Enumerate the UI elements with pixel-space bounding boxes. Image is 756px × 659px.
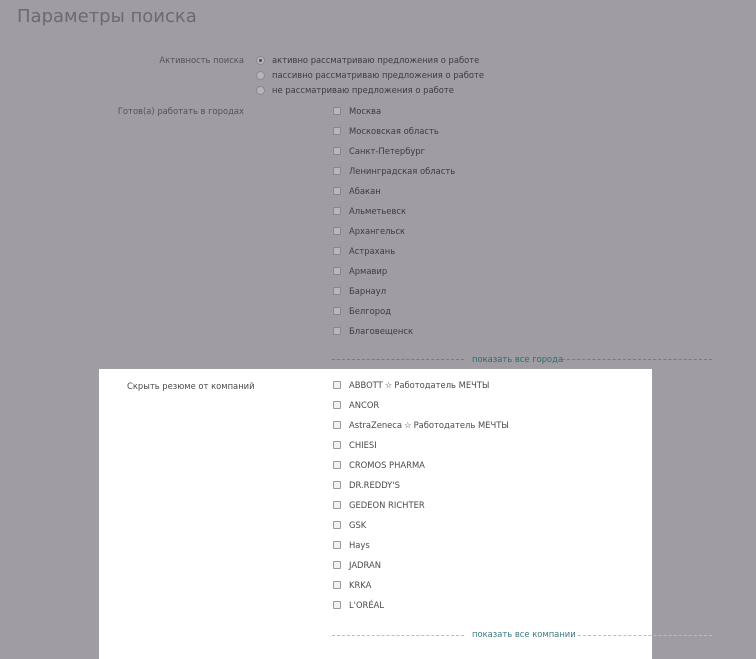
activity-radio-none[interactable] xyxy=(256,86,265,95)
company-label: CROMOS PHARMA xyxy=(349,460,425,470)
city-label: Благовещенск xyxy=(349,326,414,336)
company-label: GSK xyxy=(349,520,367,530)
checkbox[interactable] xyxy=(333,107,341,115)
checkbox[interactable] xyxy=(333,481,341,489)
company-label: ABBOTT xyxy=(349,380,383,390)
divider xyxy=(332,635,464,636)
company-checkbox-item[interactable] xyxy=(333,540,370,550)
divider xyxy=(578,635,712,636)
activity-option-label: не рассматриваю предложения о работе xyxy=(272,85,454,95)
city-label: Москва xyxy=(349,106,382,116)
city-checkbox-item[interactable] xyxy=(333,286,386,296)
city-checkbox-item[interactable] xyxy=(333,266,387,276)
search-activity-label: Активность поиска xyxy=(159,55,244,65)
divider xyxy=(332,359,464,360)
company-checkbox-item[interactable] xyxy=(333,600,384,610)
checkbox[interactable] xyxy=(333,287,341,295)
hide-from-companies-panel xyxy=(99,369,652,659)
checkbox[interactable] xyxy=(333,147,341,155)
checkbox[interactable] xyxy=(333,441,341,449)
city-checkbox-item[interactable] xyxy=(333,186,381,196)
activity-option-passive[interactable] xyxy=(256,70,484,80)
star-outline-icon: ☆ xyxy=(404,420,412,430)
city-label: Московская область xyxy=(349,126,439,136)
city-label: Абакан xyxy=(349,186,381,196)
city-label: Альметьевск xyxy=(349,206,407,216)
company-checkbox-item[interactable] xyxy=(333,400,379,410)
activity-radio-active[interactable] xyxy=(256,56,265,65)
checkbox[interactable] xyxy=(333,561,341,569)
checkbox[interactable] xyxy=(333,127,341,135)
city-label: Ленинградская область xyxy=(349,166,456,176)
city-label: Санкт-Петербург xyxy=(349,146,426,156)
company-label: AstraZeneca xyxy=(349,420,403,430)
checkbox[interactable] xyxy=(333,167,341,175)
city-checkbox-item[interactable] xyxy=(333,146,425,156)
city-checkbox-item[interactable] xyxy=(333,306,391,316)
checkbox[interactable] xyxy=(333,601,341,609)
checkbox[interactable] xyxy=(333,227,341,235)
checkbox[interactable] xyxy=(333,207,341,215)
city-label: Барнаул xyxy=(349,286,387,296)
show-all-cities-link[interactable]: показать все города xyxy=(472,354,564,364)
city-checkbox-item[interactable] xyxy=(333,326,413,336)
company-checkbox-item[interactable] xyxy=(333,520,366,530)
checkbox[interactable] xyxy=(333,401,341,409)
checkbox[interactable] xyxy=(333,267,341,275)
checkbox[interactable] xyxy=(333,327,341,335)
star-outline-icon: ☆ xyxy=(384,380,393,390)
companies-label: Скрыть резюме от компаний xyxy=(127,381,255,391)
city-checkbox-item[interactable] xyxy=(333,126,439,136)
company-label: CHIESI xyxy=(349,440,377,450)
company-checkbox-item[interactable] xyxy=(333,460,425,470)
company-checkbox-item[interactable] xyxy=(333,420,509,430)
city-checkbox-item[interactable] xyxy=(333,166,455,176)
city-label: Армавир xyxy=(349,266,388,276)
activity-option-none[interactable] xyxy=(256,85,454,95)
city-checkbox-item[interactable] xyxy=(333,106,381,116)
checkbox[interactable] xyxy=(333,421,341,429)
checkbox[interactable] xyxy=(333,187,341,195)
company-checkbox-item[interactable] xyxy=(333,380,489,390)
dream-employer-badge: Работодатель МЕЧТЫ xyxy=(394,380,490,390)
company-label: Hays xyxy=(349,540,370,550)
checkbox[interactable] xyxy=(333,541,341,549)
divider xyxy=(562,359,712,360)
checkbox[interactable] xyxy=(333,247,341,255)
checkbox[interactable] xyxy=(333,521,341,529)
city-checkbox-item[interactable] xyxy=(333,246,395,256)
activity-option-label: активно рассматриваю предложения о работе xyxy=(272,55,480,65)
city-label: Белгород xyxy=(349,306,392,316)
company-label: ANCOR xyxy=(349,400,380,410)
company-checkbox-item[interactable] xyxy=(333,440,377,450)
city-label: Архангельск xyxy=(349,226,406,236)
company-label: GEDEON RICHTER xyxy=(349,500,425,510)
company-checkbox-item[interactable] xyxy=(333,560,381,570)
activity-radio-passive[interactable] xyxy=(256,71,265,80)
activity-option-active[interactable] xyxy=(256,55,479,65)
checkbox[interactable] xyxy=(333,461,341,469)
checkbox[interactable] xyxy=(333,381,341,389)
city-checkbox-item[interactable] xyxy=(333,206,406,216)
company-label: KRKA xyxy=(349,580,372,590)
city-checkbox-item[interactable] xyxy=(333,226,405,236)
company-label: L'ORÉAL xyxy=(349,600,385,610)
activity-option-label: пассивно рассматриваю предложения о работе xyxy=(272,70,485,80)
company-label: JADRAN xyxy=(349,560,381,570)
checkbox[interactable] xyxy=(333,307,341,315)
cities-label: Готов(а) работать в городах xyxy=(117,106,244,116)
dream-employer-badge: Работодатель МЕЧТЫ xyxy=(413,420,509,430)
city-label: Астрахань xyxy=(349,246,396,256)
show-all-companies-link[interactable]: показать все компании xyxy=(472,629,576,639)
company-checkbox-item[interactable] xyxy=(333,500,425,510)
company-checkbox-item[interactable] xyxy=(333,480,400,490)
checkbox[interactable] xyxy=(333,581,341,589)
checkbox[interactable] xyxy=(333,501,341,509)
page-title: Параметры поиска xyxy=(17,6,197,27)
company-checkbox-item[interactable] xyxy=(333,580,371,590)
company-label: DR.REDDY'S xyxy=(349,480,400,490)
